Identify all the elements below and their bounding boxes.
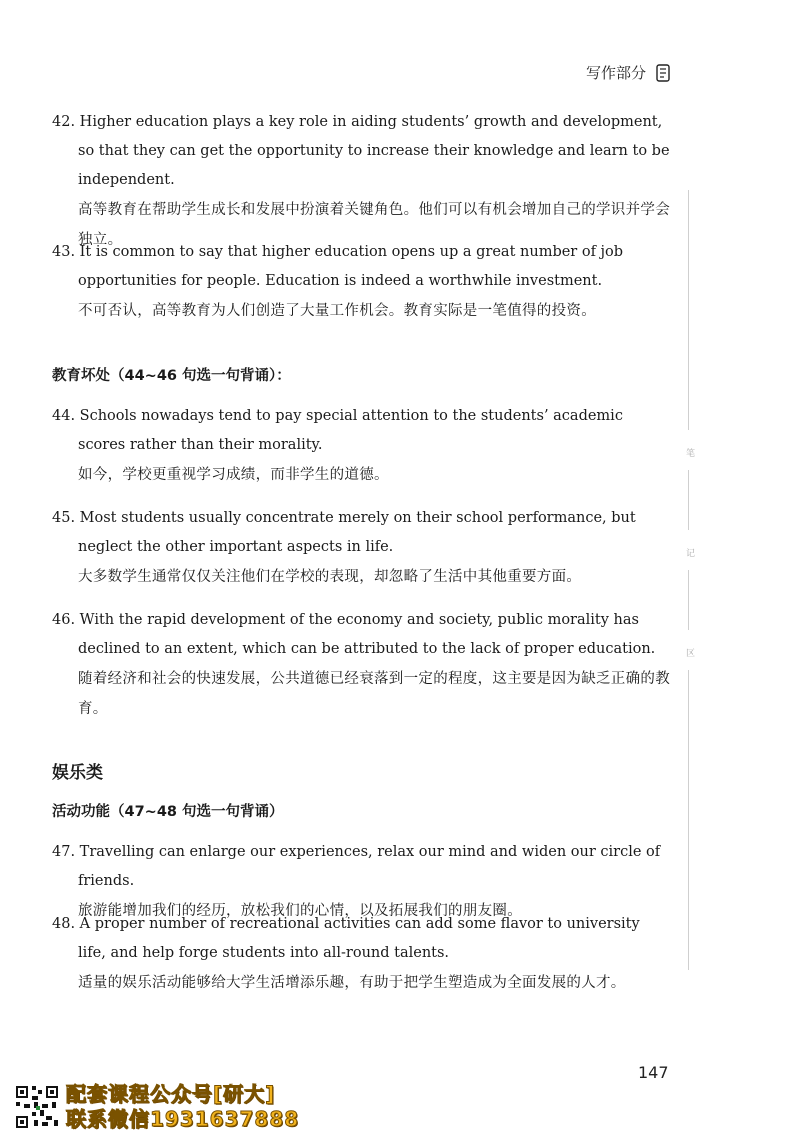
sentence-english: 48. A proper number of recreational activities can add some flavor to university life, and help forge students into all-round talents. bbox=[52, 916, 640, 961]
sentence-english: 47. Travelling can enlarge our experiences, relax our mind and widen our circle of friends. bbox=[52, 844, 661, 889]
page-number: 147 bbox=[638, 1063, 669, 1082]
sentence-chinese: 旅游能增加我们的经历，放松我们的心情，以及拓展我们的朋友圈。 bbox=[78, 903, 522, 919]
watermark-banner bbox=[14, 1083, 299, 1131]
sentence-english: 45. Most students usually concentrate merely on their school performance, but neglect the other important aspects in life. bbox=[52, 510, 636, 555]
notes-margin-rule bbox=[688, 190, 689, 430]
sentence-english: 44. Schools nowadays tend to pay special attention to the students’ academic scores rather than their morality. bbox=[52, 408, 623, 453]
page-header bbox=[586, 62, 670, 83]
sentence-chinese: 随着经济和社会的快速发展，公共道德已经衰落到一定的程度，这主要是因为缺乏正确的教育。 bbox=[78, 671, 670, 717]
sentence-item-46 bbox=[52, 606, 672, 724]
notes-margin-label: 笔 bbox=[686, 449, 696, 459]
watermark-line-1: 配套课程公众号[研大] bbox=[66, 1082, 276, 1106]
notes-margin-rule bbox=[688, 570, 689, 630]
subheading-activity-function: 活动功能（47~48 句选一句背诵） bbox=[52, 804, 284, 820]
notes-margin-label: 区 bbox=[686, 649, 696, 659]
sentence-english: 46. With the rapid development of the economy and society, public morality has declined to an extent, which can be attributed to the lack of proper education. bbox=[52, 612, 656, 657]
sentence-item-45 bbox=[52, 504, 672, 592]
watermark-line-2: 联系微信1931637888 bbox=[66, 1107, 300, 1131]
subheading-education-harm: 教育坏处（44~46 句选一句背诵）： bbox=[52, 368, 291, 384]
sentence-chinese: 适量的娱乐活动能够给大学生活增添乐趣，有助于把学生塑造成为全面发展的人才。 bbox=[78, 975, 626, 991]
book-pen-icon bbox=[656, 64, 670, 82]
sentence-chinese: 如今，学校更重视学习成绩，而非学生的道德。 bbox=[78, 467, 389, 483]
sentence-chinese: 大多数学生通常仅仅关注他们在学校的表现，却忽略了生活中其他重要方面。 bbox=[78, 569, 582, 585]
notes-margin-label: 记 bbox=[686, 549, 696, 559]
section-title-entertainment: 娱乐类 bbox=[52, 763, 103, 783]
sentence-chinese: 高等教育在帮助学生成长和发展中扮演着关键角色。他们可以有机会增加自己的学识并学会独立。 bbox=[78, 202, 670, 248]
sentence-english: 42. Higher education plays a key role in aiding students’ growth and development, so that they can get the opportunity to increase their knowledge and learn to be independent. bbox=[52, 114, 670, 188]
sentence-english: 43. It is common to say that higher education opens up a great number of job opportunities for people. Education is indeed a worthwhile investment. bbox=[52, 244, 624, 289]
sentence-item-44 bbox=[52, 402, 672, 490]
sentence-item-48 bbox=[52, 910, 672, 998]
notes-margin-rule bbox=[688, 670, 689, 970]
notes-margin-rule bbox=[688, 470, 689, 530]
sentence-item-43 bbox=[52, 238, 672, 326]
section-header-title: 写作部分 bbox=[585, 64, 646, 82]
sentence-chinese: 不可否认，高等教育为人们创造了大量工作机会。教育实际是一笔值得的投资。 bbox=[78, 303, 596, 319]
sentence-item-42 bbox=[52, 108, 672, 255]
qr-code-icon bbox=[14, 1084, 60, 1130]
